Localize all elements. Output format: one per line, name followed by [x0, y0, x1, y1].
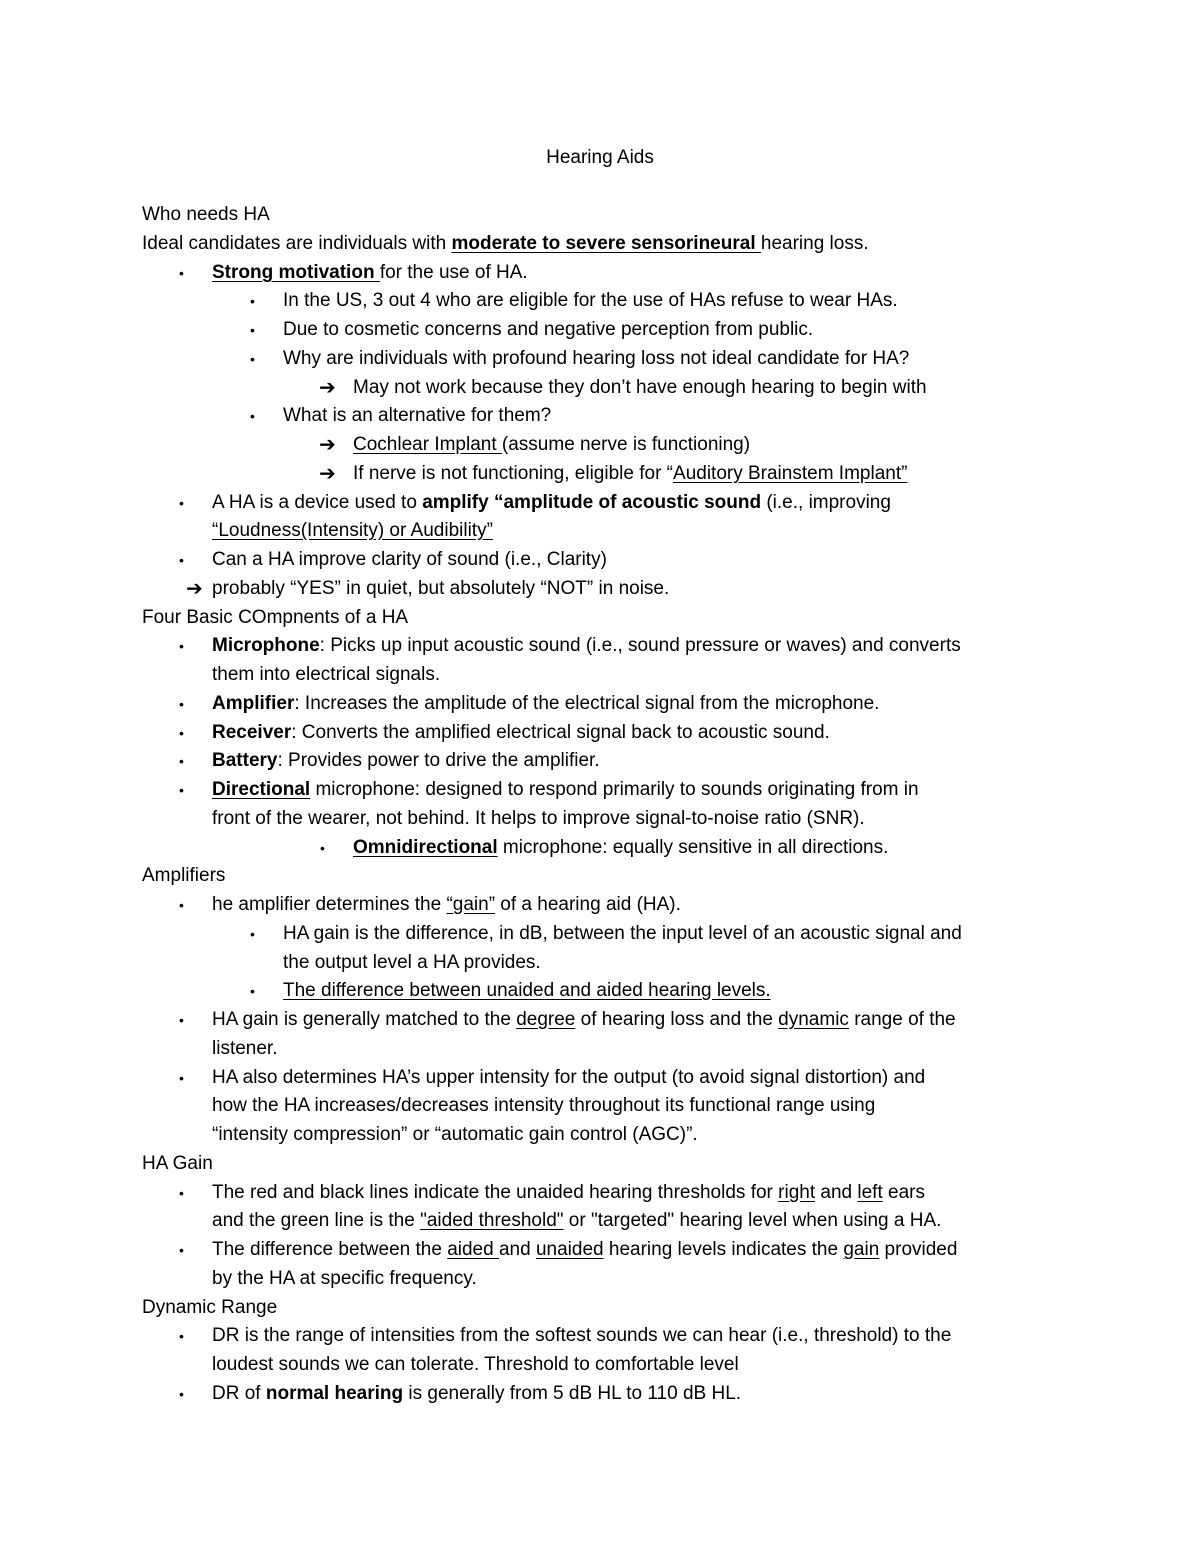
text-run: ears [882, 1182, 925, 1203]
text-line [283, 316, 813, 344]
text-run: of a hearing aid (HA). [495, 894, 681, 915]
bullet-icon: • [179, 638, 184, 654]
text-run: Due to cosmetic concerns and negative perception from public. [283, 319, 814, 340]
text-run: or "targeted" hearing level when using a HA. [563, 1210, 942, 1231]
text-run: “intensity compression” or “automatic gain control (AGC)”. [212, 1124, 698, 1145]
text-line [212, 1121, 698, 1149]
text-run: Ideal candidates are individuals with [142, 233, 452, 254]
text-line [212, 719, 830, 747]
text-line [212, 1236, 957, 1264]
bullet-icon: • [179, 552, 184, 568]
bullet-icon: • [250, 926, 255, 942]
text-run: and [498, 1239, 536, 1260]
text-line [142, 230, 869, 258]
text-line [212, 632, 961, 660]
underlined-text: aided [447, 1239, 499, 1260]
underlined-text: right [778, 1182, 816, 1203]
text-run: The difference between the [212, 1239, 448, 1260]
text-run: (i.e., improving [761, 492, 891, 513]
underlined-text: left [857, 1182, 883, 1203]
bullet-icon: • [179, 1070, 184, 1086]
bold-text: Battery [212, 750, 278, 771]
bullet-icon: • [179, 265, 184, 281]
bullet-icon: • [179, 1242, 184, 1258]
text-run: In the US, 3 out 4 who are eligible for the use of HAs refuse to wear HAs. [283, 290, 898, 311]
text-line [142, 1150, 213, 1178]
text-run: A HA is a device used to [212, 492, 423, 513]
text-run: provided [879, 1239, 958, 1260]
bullet-icon: • [250, 983, 255, 999]
text-line [212, 1322, 951, 1350]
text-run: Four Basic COmpnents of a HA [142, 607, 409, 628]
text-run: he amplifier determines the [212, 894, 447, 915]
underlined-text: The difference between unaided and aided hearing levels. [283, 980, 771, 1001]
text-run: listener. [212, 1038, 278, 1059]
page-title: Hearing Aids [546, 147, 654, 168]
text-run: for the use of HA. [379, 262, 528, 283]
text-line [212, 747, 600, 775]
text-line [212, 1207, 941, 1235]
bullet-icon: • [179, 1328, 184, 1344]
text-line [283, 345, 909, 373]
text-run: the output level a HA provides. [283, 952, 541, 973]
text-line [212, 661, 440, 689]
text-run: probably “YES” in quiet, but absolutely “NOT” in noise. [212, 578, 670, 599]
text-run: What is an alternative for them? [283, 405, 552, 426]
arrow-bullet-icon: ➔ [319, 434, 336, 456]
text-run: microphone: designed to respond primarily to sounds originating from in [310, 779, 919, 800]
text-line [212, 891, 681, 919]
underlined-text: “Loudness(Intensity) or Audibility” [212, 520, 493, 541]
text-line [142, 862, 225, 890]
text-line [283, 287, 898, 315]
text-run: The red and black lines indicate the unaided hearing thresholds for [212, 1182, 779, 1203]
bullet-icon: • [179, 495, 184, 511]
text-run: If nerve is not functioning, eligible for “ [353, 463, 674, 484]
text-run: DR is the range of intensities from the softest sounds we can hear (i.e., threshold) to the [212, 1325, 952, 1346]
text-run: microphone: equally sensitive in all directions. [497, 837, 889, 858]
text-line [283, 977, 771, 1005]
text-run: HA gain is generally matched to the [212, 1009, 517, 1030]
text-line [212, 489, 891, 517]
text-line [212, 776, 919, 804]
text-run: May not work because they don’t have enough hearing to begin with [353, 377, 927, 398]
text-line [212, 1265, 477, 1293]
text-line [353, 834, 888, 862]
text-run: them into electrical signals. [212, 664, 441, 685]
text-run: by the HA at specific frequency. [212, 1268, 477, 1289]
text-line [212, 259, 528, 287]
text-line [212, 690, 879, 718]
text-run: Who needs HA [142, 204, 270, 225]
bullet-icon: • [250, 322, 255, 338]
text-run: range of the [848, 1009, 956, 1030]
bold-text: Receiver [212, 722, 292, 743]
text-line [212, 1006, 956, 1034]
arrow-bullet-icon: ➔ [186, 578, 203, 600]
text-run: HA Gain [142, 1153, 213, 1174]
text-run: how the HA increases/decreases intensity throughout its functional range using [212, 1095, 876, 1116]
underlined-text: unaided [535, 1239, 604, 1260]
underlined-text: "aided threshold" [420, 1210, 564, 1231]
text-line [142, 201, 270, 229]
underlined-text: “gain” [446, 894, 496, 915]
text-run: loudest sounds we can tolerate. Threshold to comfortable level [212, 1354, 739, 1375]
text-run: of hearing loss and the [575, 1009, 779, 1030]
bullet-icon: • [179, 782, 184, 798]
text-line [212, 1179, 925, 1207]
text-run: Dynamic Range [142, 1297, 278, 1318]
text-run: front of the wearer, not behind. It helps to improve signal-to-noise ratio (SNR). [212, 808, 865, 829]
text-run: hearing loss. [760, 233, 869, 254]
bullet-icon: • [250, 408, 255, 424]
text-line [212, 805, 865, 833]
text-run: DR of [212, 1383, 266, 1404]
underlined-text: dynamic [778, 1009, 849, 1030]
bold-text: moderate to severe sensorineural [451, 233, 761, 254]
underlined-text: gain [843, 1239, 880, 1260]
text-line [212, 1035, 277, 1063]
bullet-icon: • [179, 753, 184, 769]
arrow-bullet-icon: ➔ [319, 463, 336, 485]
text-line [283, 949, 541, 977]
text-line [212, 517, 493, 545]
text-line [353, 460, 907, 488]
text-line [212, 1064, 925, 1092]
bullet-icon: • [179, 696, 184, 712]
bold-text: Amplifier [212, 693, 295, 714]
text-line [353, 374, 927, 402]
arrow-bullet-icon: ➔ [319, 377, 336, 399]
bold-text: amplify “amplitude of acoustic sound [422, 492, 762, 513]
text-run: HA also determines HA’s upper intensity for the output (to avoid signal distortion) and [212, 1067, 926, 1088]
text-run: HA gain is the difference, in dB, between the input level of an acoustic signal and [283, 923, 962, 944]
text-line [142, 1294, 277, 1322]
text-run: (assume nerve is functioning) [501, 434, 751, 455]
text-run: Amplifiers [142, 865, 226, 886]
text-run: hearing levels indicates the [603, 1239, 844, 1260]
text-run: and [815, 1182, 858, 1203]
bullet-icon: • [179, 897, 184, 913]
text-line [212, 1380, 741, 1408]
text-run: and the green line is the [212, 1210, 421, 1231]
text-run: : Provides power to drive the amplifier. [277, 750, 600, 771]
bullet-icon: • [179, 1386, 184, 1402]
text-run: Why are individuals with profound hearing loss not ideal candidate for HA? [283, 348, 910, 369]
bold-text: Microphone [212, 635, 320, 656]
bold-text: Omnidirectional [353, 837, 498, 858]
bullet-icon: • [179, 725, 184, 741]
bold-text: Directional [212, 779, 311, 800]
underlined-text: degree [516, 1009, 576, 1030]
text-line [142, 604, 408, 632]
text-run: : Increases the amplitude of the electrical signal from the microphone. [294, 693, 880, 714]
text-line [212, 1092, 875, 1120]
text-line [212, 575, 669, 603]
bold-text: Strong motivation [212, 262, 380, 283]
bullet-icon: • [179, 1185, 184, 1201]
bullet-icon: • [179, 1012, 184, 1028]
bullet-icon: • [250, 293, 255, 309]
text-run: : Converts the amplified electrical signal back to acoustic sound. [291, 722, 830, 743]
bold-text: normal hearing [265, 1383, 404, 1404]
text-line [283, 402, 551, 430]
text-line [212, 546, 607, 574]
text-run: : Picks up input acoustic sound (i.e., sound pressure or waves) and converts [319, 635, 961, 656]
text-line [283, 920, 962, 948]
bullet-icon: • [250, 351, 255, 367]
text-run: is generally from 5 dB HL to 110 dB HL. [403, 1383, 742, 1404]
text-line [353, 431, 750, 459]
text-run: Can a HA improve clarity of sound (i.e., Clarity) [212, 549, 607, 570]
underlined-text: Auditory Brainstem Implant” [673, 463, 908, 484]
underlined-text: Cochlear Implant [353, 434, 502, 455]
bullet-icon: • [320, 840, 325, 856]
text-line [212, 1351, 739, 1379]
